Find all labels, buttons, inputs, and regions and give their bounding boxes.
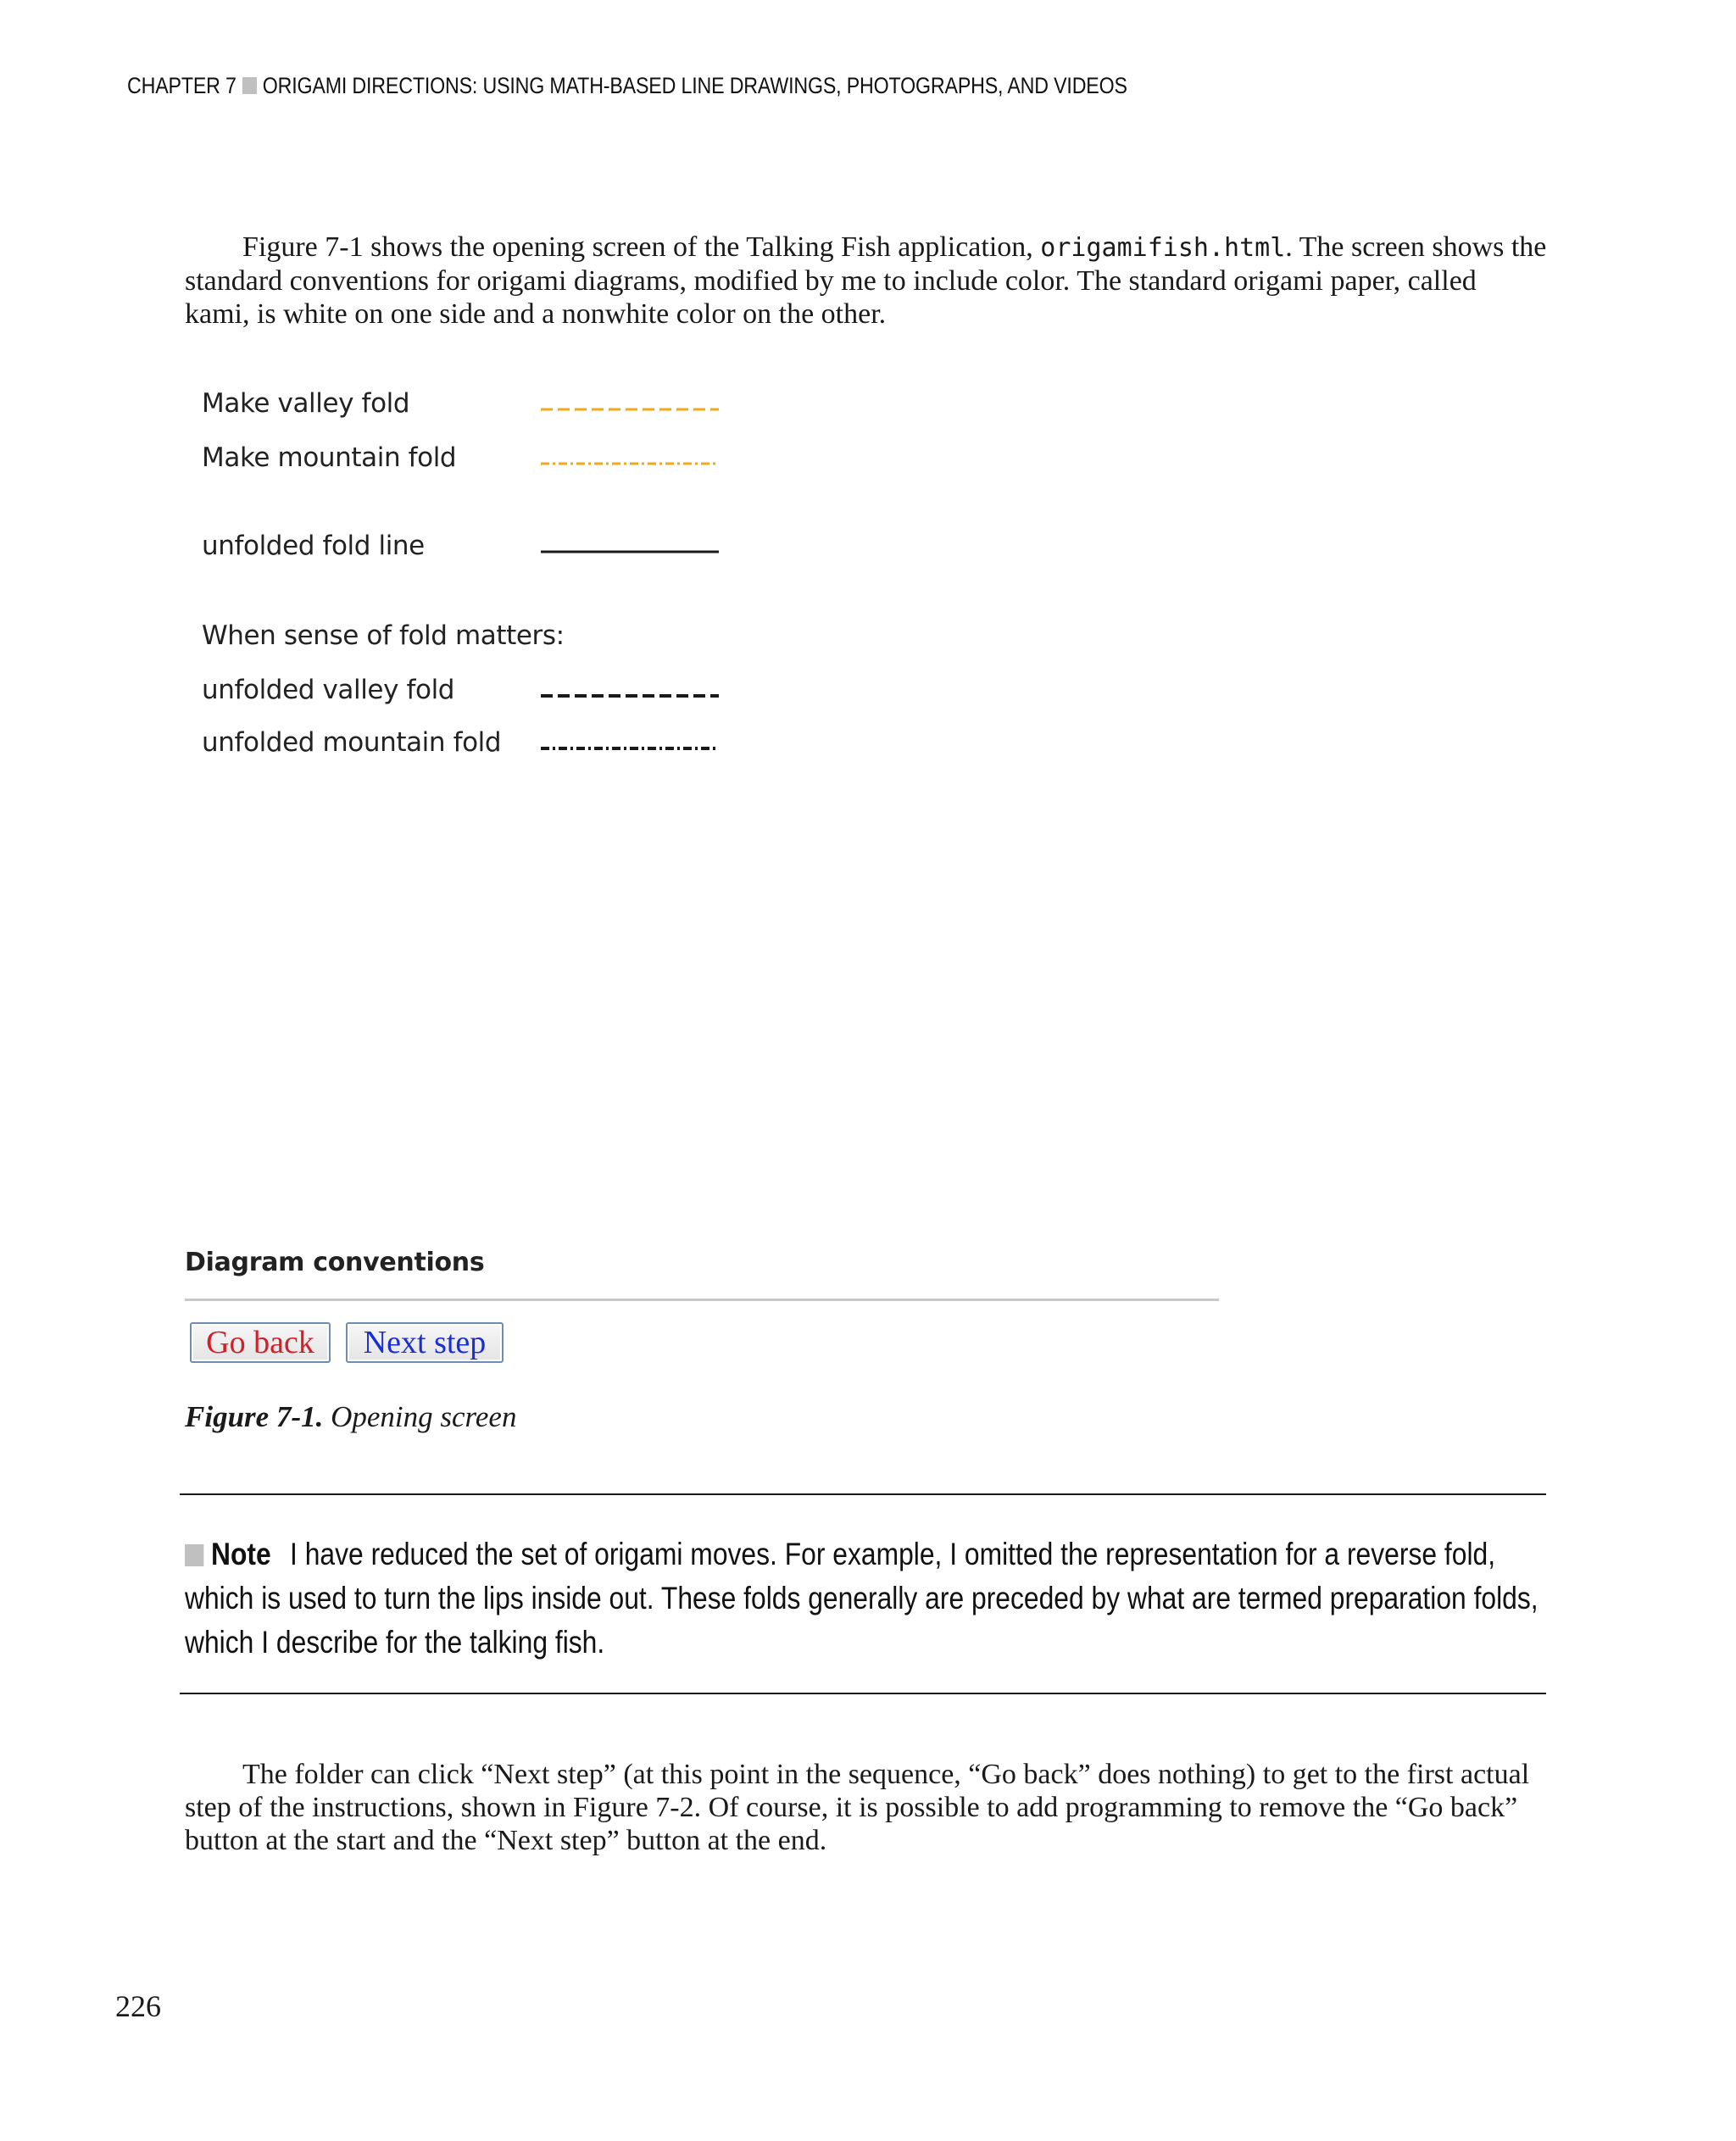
para-text-after-code: . The screen shows the standard conventions for origami diagrams, modified by me to include color. The standard origami paper, called kami, is white on one side and a nonwhite color on the other. [185,231,1547,330]
inline-code-filename: origamifish.html [1040,233,1286,263]
unfolded-valley-line-icon [541,693,719,698]
page-number: 226 [115,1989,161,2023]
next-step-button[interactable]: Next step [346,1322,504,1363]
body-paragraph-intro [185,231,1548,331]
go-back-button[interactable]: Go back [190,1322,331,1363]
figure-caption-text: Opening screen [323,1400,517,1433]
legend-heading-sense-of-fold: When sense of fold matters: [202,620,565,651]
legend-label-unfolded-mountain: unfolded mountain fold [202,727,502,758]
legend-label-mountain-fold: Make mountain fold [202,442,457,473]
figure-screenshot [185,373,1227,1373]
note-block [185,1532,1548,1665]
valley-fold-line-icon [541,407,719,412]
unfolded-mountain-line-icon [541,746,719,751]
chapter-title: ORIGAMI DIRECTIONS: USING MATH-BASED LINE DRAWINGS, PHOTOGRAPHS, AND VIDEOS [262,73,1127,98]
figure-caption-label: Figure 7-1. [185,1400,324,1433]
chapter-label: CHAPTER 7 [127,73,236,98]
mountain-fold-line-icon [541,461,719,466]
note-top-rule [180,1493,1546,1495]
running-head [127,73,1127,99]
legend-label-valley-fold: Make valley fold [202,388,410,419]
diagram-divider [185,1299,1219,1301]
diagram-title: Diagram conventions [185,1248,485,1277]
legend-label-unfolded-valley: unfolded valley fold [202,675,455,705]
figure-caption [185,1400,516,1434]
unfolded-fold-line-icon [541,549,719,554]
square-bullet-icon [185,1544,203,1566]
note-text: I have reduced the set of origami moves. For example, I omitted the representation for a reverse fold, which is used to turn the lips inside out. These folds generally are preceded by what are termed preparation folds, which I describe for the talking fish. [185,1537,1538,1660]
legend-label-unfolded-line: unfolded fold line [202,531,425,561]
para-text-before-code: Figure 7-1 shows the opening screen of the Talking Fish application, [242,231,1041,263]
body-paragraph-next-step: The folder can click “Next step” (at this point in the sequence, “Go back” does nothing) to get to the first actual step of the instructions, shown in Figure 7-2. Of course, it is possible to add programming to remove the “Go back” button at the start and the “Next step” button at the end. [185,1759,1530,1856]
square-bullet-icon [242,77,257,94]
note-label: Note [210,1537,271,1571]
note-bottom-rule [180,1693,1546,1694]
